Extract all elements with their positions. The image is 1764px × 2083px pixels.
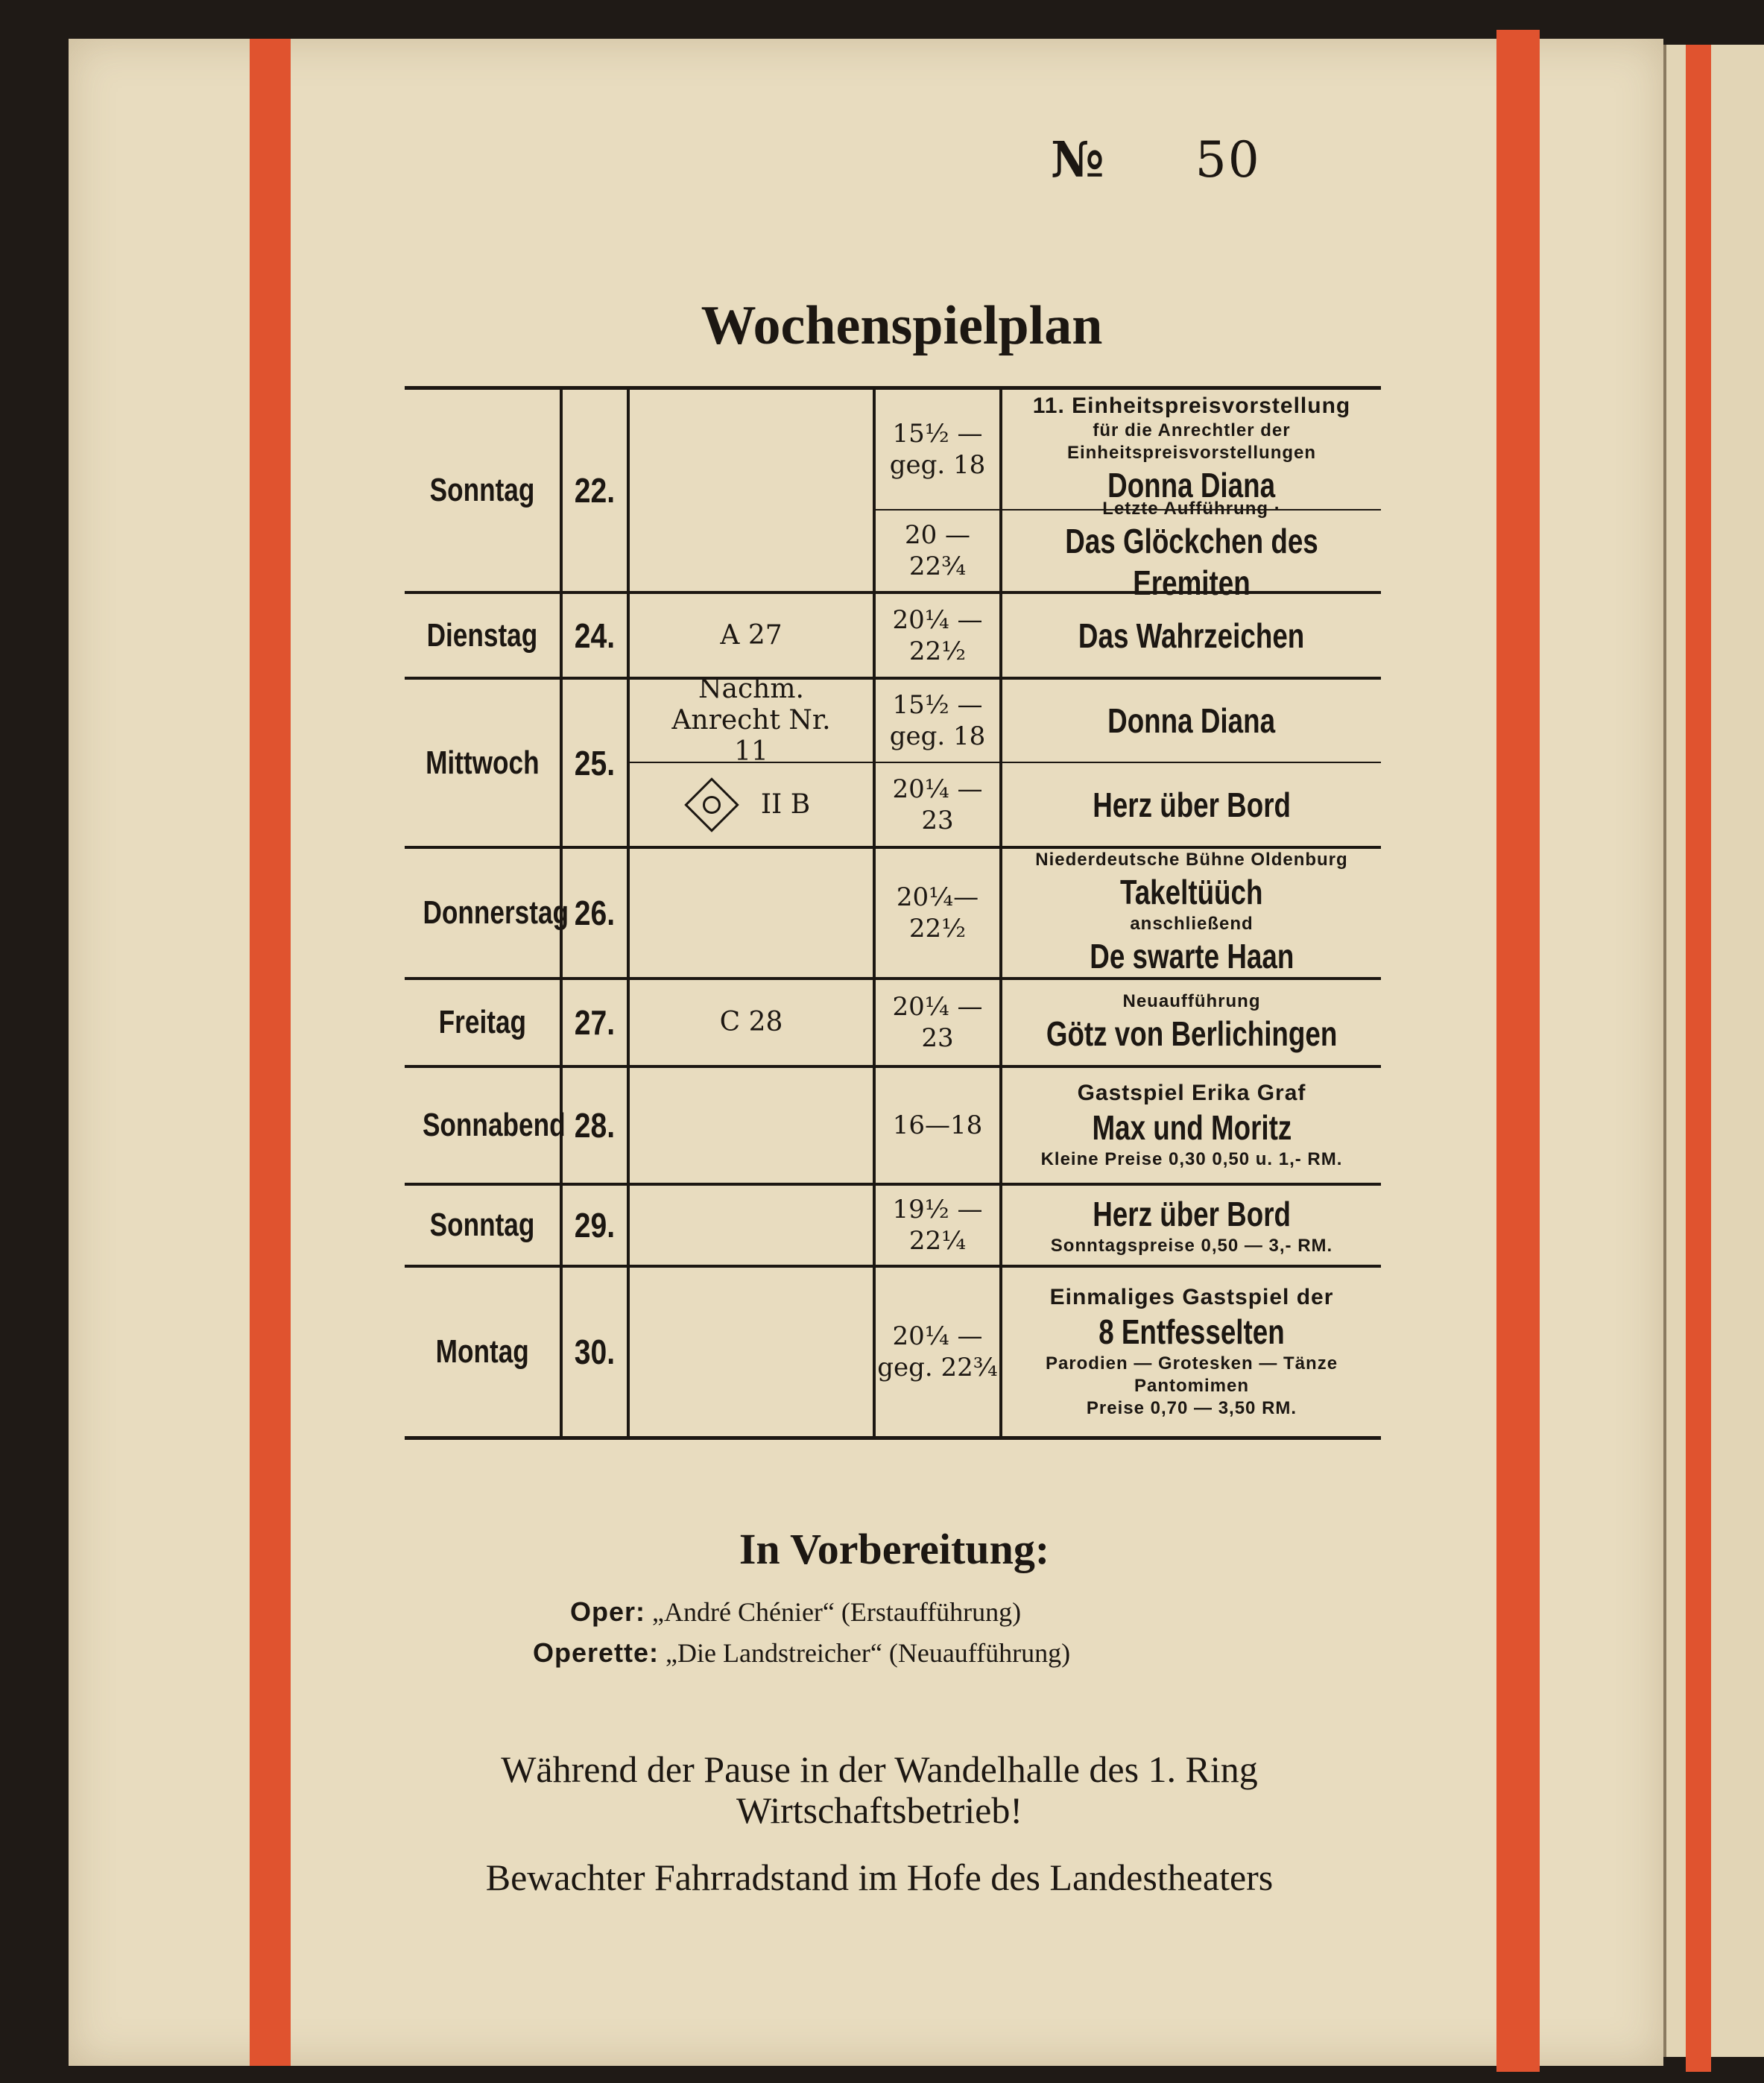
preparation-title: In Vorbereitung: bbox=[739, 1525, 1050, 1573]
play-title: Takeltüüch bbox=[1120, 873, 1263, 911]
note: Parodien — Grotesken — Tänze bbox=[1045, 1353, 1338, 1374]
time: 20¼— 22½ bbox=[896, 882, 979, 943]
red-stripe-next-page bbox=[1686, 45, 1711, 2072]
table-row bbox=[405, 592, 1381, 678]
issue-number: № 50 bbox=[1051, 130, 1261, 189]
note: für die Anrechtler der bbox=[1093, 420, 1291, 440]
date-label: 27. bbox=[574, 1003, 616, 1042]
note: Pantomimen bbox=[1134, 1375, 1250, 1396]
play-title: Herz über Bord bbox=[1093, 1195, 1291, 1233]
next-page-edge bbox=[1663, 45, 1764, 2057]
play-title: Max und Moritz bbox=[1092, 1108, 1292, 1147]
note: Letzte Aufführung · bbox=[1102, 499, 1281, 519]
table-row bbox=[405, 847, 1381, 979]
note: Neuaufführung bbox=[1122, 991, 1261, 1011]
time: 20 — 22¾ bbox=[904, 520, 971, 581]
note: Gastspiel Erika Graf bbox=[1077, 1081, 1306, 1105]
time: 20¼ — geg. 22¾ bbox=[877, 1321, 998, 1382]
note: anschließend bbox=[1130, 914, 1254, 934]
note: Einheitspreisvorstellungen bbox=[1066, 443, 1317, 463]
day-label: Freitag bbox=[438, 1004, 526, 1040]
footer-line: Wirtschaftsbetrieb! bbox=[736, 1789, 1022, 1831]
note: Sonntagspreise 0,50 — 3,- RM. bbox=[1050, 1236, 1333, 1256]
table-row bbox=[405, 1266, 1381, 1438]
table-row bbox=[405, 1184, 1381, 1266]
note: 11. Einheitspreisvorstellung bbox=[1032, 393, 1351, 418]
footer-line: Bewachter Fahrradstand im Hofe des Landestheaters bbox=[485, 1856, 1274, 1898]
schedule-table bbox=[405, 386, 1381, 1440]
time: 16—18 bbox=[892, 1110, 983, 1140]
table-row bbox=[405, 388, 1381, 593]
subscription: Nachm. Anrecht Nr. 11 bbox=[671, 674, 831, 767]
table-row bbox=[405, 1066, 1381, 1184]
date-label: 26. bbox=[574, 894, 616, 932]
note: Kleine Preise 0,30 0,50 u. 1,- RM. bbox=[1040, 1149, 1343, 1169]
time: 20¼ — 22½ bbox=[892, 604, 983, 666]
day-label: Sonnabend bbox=[422, 1107, 566, 1143]
red-stripe-right bbox=[1496, 30, 1540, 2072]
page-title: Wochenspielplan bbox=[701, 295, 1103, 356]
time: 15½ — geg. 18 bbox=[889, 690, 986, 751]
subscription: A 27 bbox=[720, 619, 783, 651]
play-title: Herz über Bord bbox=[1093, 785, 1291, 824]
time: 20¼ — 23 bbox=[892, 774, 983, 835]
day-label: Dienstag bbox=[426, 616, 538, 654]
play-title: Das Glöckchen des Eremiten bbox=[1065, 522, 1318, 602]
red-stripe-left bbox=[250, 39, 291, 2066]
time: 19½ — 22¼ bbox=[892, 1195, 983, 1256]
note: Niederdeutsche Bühne Oldenburg bbox=[1035, 850, 1348, 870]
date-label: 25. bbox=[574, 743, 616, 783]
note: Einmaliges Gastspiel der bbox=[1049, 1284, 1334, 1309]
table-row bbox=[405, 979, 1381, 1066]
footer-line: Während der Pause in der Wandelhalle des 1. Ring bbox=[501, 1748, 1258, 1790]
date-label: 24. bbox=[574, 616, 616, 655]
day-label: Sonntag bbox=[429, 1207, 535, 1243]
time: 15½ — geg. 18 bbox=[889, 419, 986, 480]
subscription: C 28 bbox=[719, 1007, 783, 1037]
day-label: Mittwoch bbox=[425, 744, 540, 781]
play-title: Götz von Berlichingen bbox=[1046, 1014, 1338, 1053]
day-label: Donnerstag bbox=[423, 894, 569, 931]
date-label: 30. bbox=[574, 1332, 616, 1371]
play-title: 8 Entfesselten bbox=[1098, 1312, 1285, 1351]
note: Preise 0,70 — 3,50 RM. bbox=[1086, 1397, 1297, 1418]
play-title: Donna Diana bbox=[1107, 701, 1276, 740]
preparation-item: Operette: „Die Landstreicher“ (Neuaufführung) bbox=[533, 1637, 1071, 1668]
date-label: 22. bbox=[574, 471, 616, 510]
emblem-icon bbox=[684, 777, 739, 832]
subscription: II B bbox=[760, 788, 811, 820]
day-label: Sonntag bbox=[429, 472, 535, 508]
date-label: 28. bbox=[574, 1106, 616, 1145]
date-label: 29. bbox=[574, 1206, 616, 1245]
play-title: De swarte Haan bbox=[1089, 937, 1294, 976]
table-row bbox=[405, 678, 1381, 847]
time: 20¼ — 23 bbox=[892, 992, 983, 1053]
play-title: Das Wahrzeichen bbox=[1078, 616, 1305, 655]
play-title: Donna Diana bbox=[1107, 466, 1276, 505]
preparation-item: Oper: „André Chénier“ (Erstaufführung) bbox=[570, 1596, 1022, 1627]
day-label: Montag bbox=[435, 1333, 529, 1370]
